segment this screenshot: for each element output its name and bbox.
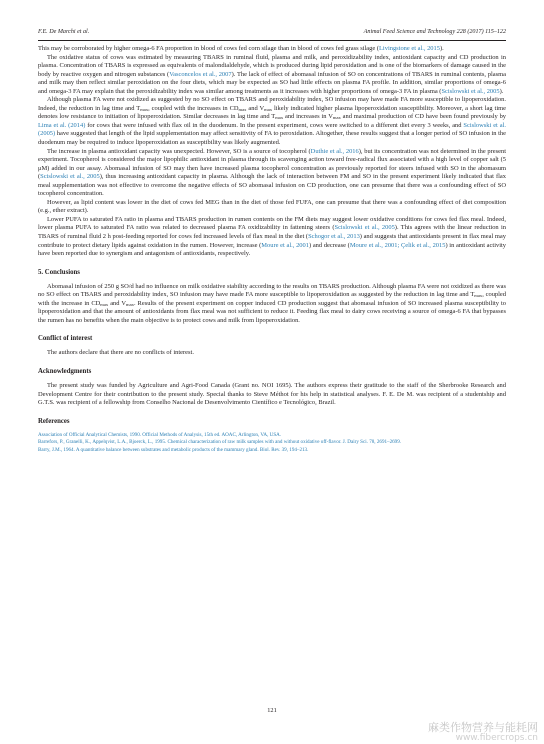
citation-link[interactable]: Moure et al., 2001; Çelik et al., 2015 <box>349 241 446 249</box>
watermark-url: www.fibercrops.cn <box>455 733 538 743</box>
section-heading: 5. Conclusions <box>38 268 80 276</box>
citation-link[interactable]: Scislowski et al., 2005 <box>40 173 100 181</box>
citation-link[interactable]: Livingstone et al., 2015 <box>379 45 440 52</box>
watermark-title: 麻类作物营养与能耗网 <box>428 721 538 734</box>
citation-link[interactable]: Scislowski et al. (2005) <box>38 121 506 138</box>
header-authors: F.E. De Marchi et al. <box>38 29 90 35</box>
citation-link[interactable]: Moure et al., 2001 <box>261 241 309 249</box>
paragraph: This may be corroborated by higher omega-6 FA proportion in blood of cows fed corn silage than in blood of cows fed grass silage (Livingstone et al., 2015). <box>38 45 444 52</box>
citation-link[interactable]: Vasconcelos et al., 2007 <box>169 70 232 78</box>
paragraph: Lower PUFA to saturated FA ratio in plasma and TBARS production in rumen contents on the FM diets may suggest lower oxidative conditions for cows fed flax meal. Indeed, lower plasma PUFA to saturated FA ratio was related to decreased plasma FA oxidizability in fattening steers (Scislowski et al., 2005). This agrees with the linear reduction in TBARS of ruminal fluid 2 h post-feeding reported for cows fed increased levels of flax meal in the diet (Schogor et al., 2013) and suggests that antioxidants present in flax meal may contribute to protect dietary lipids against oxidation in the rumen. However, increase (Moure et al., 2001) and decrease (Moure et al., 2001; Çelik et al., 2015) in antioxidant activity have been reported due to synergism and antagonism of antioxidants, respectively. <box>38 215 507 258</box>
reference-item[interactable]: Association of Official Analytical Chemists, 1990. Official Methods of Analysis, 15th ed. AOAC, Arlington, VA, USA. <box>38 431 282 438</box>
reference-item[interactable]: Barrefors, P., Granelli, K., Appelqvist, L.A., Bjoerck, L., 1995. Chemical characterization of raw milk samples with and without oxidative off-flavor. J. Dairy Sci. 78, 2691–2699. <box>38 439 402 446</box>
section-heading: Acknowledgments <box>38 367 92 375</box>
paragraph: The present study was funded by Agriculture and Agri-Food Canada (Grant no. NOI 1695). The authors express their gratitude to the staff of the Sherbrooke Research and Development Centre for their contribution to the present study. Special thanks to Steve Méthot for his help in statistical analyses. F. E. De M. was recipient of a studentship and G.T.S. was recipient of a fellowship from Conselho Nacional de Desenvolvimento Científico e Tecnológico, Brazil. <box>38 381 506 407</box>
header-rule <box>38 40 506 41</box>
paragraph: The oxidative status of cows was estimated by measuring TBARS in ruminal fluid, plasma and milk, and peroxidizability index, antioxidant capacity and CD production in plasma. Concentration of TBARS is expressed as equivalents of malondialdehyde, which is produced during lipid peroxidation and is one of the biomarkers of damage caused in the body by reactive oxygen and nitrogen substances (Vasconcelos et al., 2007). The lack of effect of abomasal infusion of SO on concentrations of TBARS in ruminal contents, plasma and milk may then reflect similar peroxidation on the four diets, which may be expected as SO had little effects on plasma FA profile. In addition, similar proportions of omega-6 and omega-3 FA may explain that the peroxidizability index was similar among treatments as it increases with higher proportions of omega-3 FA in plasma (Scislowski et al., 2005). <box>38 53 506 95</box>
article-body <box>38 45 506 454</box>
reference-item[interactable]: Barry, J.M., 1964. A quantitative balance between substrates and metabolic products of the mammary gland. Biol. Rev. 39, 194–213. <box>38 446 309 453</box>
page-number: 121 <box>267 707 277 714</box>
citation-link[interactable]: Duthie et al., 2016 <box>310 147 359 155</box>
paragraph: The increase in plasma antioxidant capacity was unexpected. However, SO is a source of tocopherol (Duthie et al., 2016), but its concentration was not determined in the present experiment. Tocopherol is considered the major lipophilic antioxidant in plasma through its scavenging action toward free-radical flux associated with a high level of copper salt (5 μM) added in our assay. Abomasal infusion of SO may then have increased plasma tocopherol concentration as previously reported for steers infused with SO in the abomasum (Scislowski et al., 2005), thus increasing antioxidant capacity in plasma. Although the lack of interaction between FM and SO in the present experiment likely indicated that flax meal supplementation was not effective to overcome the negative effects of SO abomasal infusion on CD production, one can presume that there was a confounding effect of SO tocopherol concentration. <box>38 147 506 198</box>
paragraph: However, as lipid content was lower in the diet of cows fed MEG than in the diet of those fed FUFA, one can presume that there was a confounding effect of diet composition (e.g., ether extract). <box>38 198 506 215</box>
citation-link[interactable]: Scislowski et al., 2005 <box>441 87 500 95</box>
site-watermark <box>428 722 538 744</box>
paragraph: The authors declare that there are no conflicts of interest. <box>47 349 194 357</box>
citation-link[interactable]: Lima et al. (2014) <box>38 121 86 129</box>
paragraph: Abomasal infusion of 250 g SO/d had no influence on milk oxidative stability according to the results on TBARS production. Although plasma FA were not oxidized as there was no SO effect on TBARS and peroxidability index, SO infusion may have made FA more susceptible to lipoperoxidation as suggested by the reduction in lag time and $T_{max}$, coupled with the increase in $CD_{max}$ and $V_{max}$. Results of the present experiment on copper induced CD production suggest that abomasal infusion of SO increased plasma susceptibility to lipoperoxidation and that the amount of antioxidants from flax meal was not sufficient to reduce it. Feeding flax meal to dairy cows receiving a source of omega-6 FA that bypasses the rumen has no benefits when the main objective is to protect cows and milk from lipoperoxidation. <box>38 282 507 324</box>
header-journal: Animal Feed Science and Technology 228 (2017) 115–122 <box>363 29 506 35</box>
citation-link[interactable]: Schogor et al., 2013 <box>308 233 360 241</box>
citation-link[interactable]: Scislowski et al., 2005 <box>334 224 395 232</box>
paragraph: Although plasma FA were not oxidized as suggested by no SO effect on TBARS and peroxidability index, SO infusion may have made FA more susceptible to lipoperoxidation. Indeed, the reduction in lag time and $T_{max}$, coupled with the increases in $CD_{max}$ and $V_{max}$ likely indicated higher plasma lipoperoxidation susceptibility. Moreover, a short lag time denotes low resistance to initiation of lipoperoxidation. Similar decreases in lag time and $T_{max}$ and increases in $V_{max}$ and maximal production of CD have been found previously by Lima et al. (2014) for cows that were infused with flax oil in the duodenum. In the present experiment, cows were switched to a different diet every 3 weeks, and Scislowski et al. (2005) have suggested that length of the lipid supplementation may affect sensitivity of FA to peroxidation. Altogether, these results suggest that a longer period of SO infusion in the duodenum may be required to induce lipoperoxidation as susceptibility was likely augmented. <box>38 96 507 147</box>
reference-list <box>38 432 506 455</box>
section-heading: References <box>38 417 70 425</box>
section-heading: Conflict of interest <box>38 335 93 343</box>
